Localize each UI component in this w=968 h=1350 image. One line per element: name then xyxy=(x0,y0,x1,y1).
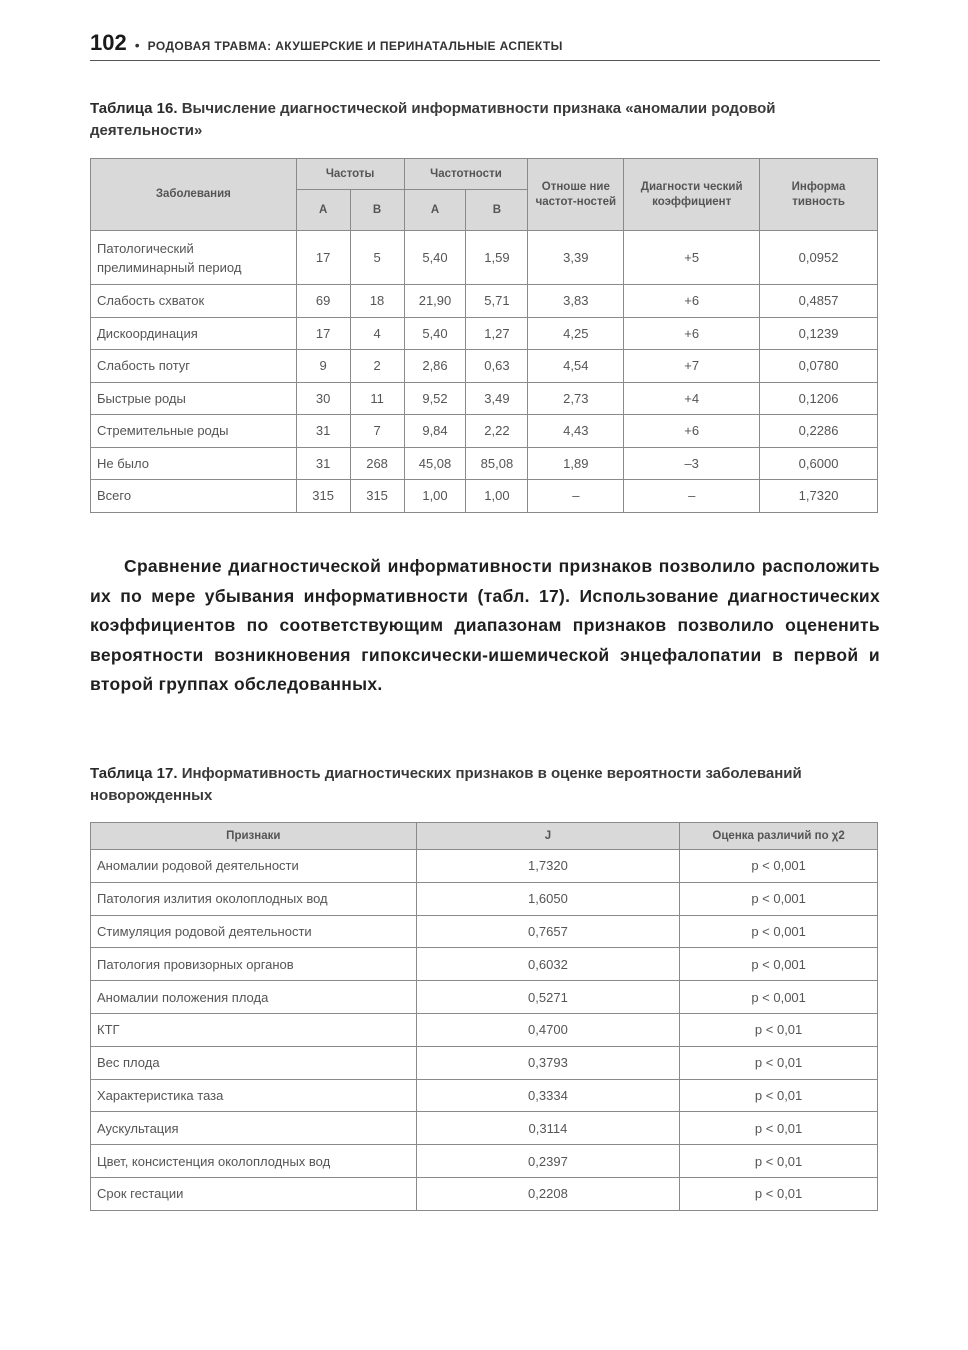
table16-header-freq-b: B xyxy=(350,190,404,231)
table16-cell-pb: 3,49 xyxy=(466,382,528,415)
table-row xyxy=(91,948,878,981)
table16-cell-fa: 31 xyxy=(296,447,350,480)
table16-cell-fb: 2 xyxy=(350,350,404,383)
table16-header-info: Информа тивность xyxy=(760,159,878,231)
table16-header-ratio: Отноше ние частот-ностей xyxy=(528,159,624,231)
table17-cell-j: 0,3793 xyxy=(416,1046,680,1079)
table16-cell-name: Не было xyxy=(91,447,297,480)
table17-caption xyxy=(90,763,880,807)
table-row xyxy=(91,317,878,350)
table16-cell-info: 0,2286 xyxy=(760,415,878,448)
table17-cell-j: 0,3334 xyxy=(416,1079,680,1112)
table16-cell-dc: +4 xyxy=(624,382,760,415)
table17-cell-j: 1,6050 xyxy=(416,882,680,915)
table17-cell-sign: КТГ xyxy=(91,1013,417,1046)
table17-cell-j: 0,4700 xyxy=(416,1013,680,1046)
table-row xyxy=(91,285,878,318)
table16-cell-pb: 5,71 xyxy=(466,285,528,318)
table16-cell-dc: +6 xyxy=(624,415,760,448)
table16-cell-info: 1,7320 xyxy=(760,480,878,513)
table16-cell-pb: 0,63 xyxy=(466,350,528,383)
table16-cell-pb: 2,22 xyxy=(466,415,528,448)
table17-cell-chi: p < 0,01 xyxy=(680,1112,878,1145)
table17-cell-j: 0,5271 xyxy=(416,981,680,1014)
table-row xyxy=(91,1145,878,1178)
table-row xyxy=(91,850,878,883)
table16-cell-pb: 85,08 xyxy=(466,447,528,480)
table16-header-diag-coef: Диагности ческий коэффициент xyxy=(624,159,760,231)
table17-cell-sign: Цвет, консистенция околоплодных вод xyxy=(91,1145,417,1178)
table16-cell-pb: 1,27 xyxy=(466,317,528,350)
table-row xyxy=(91,1177,878,1210)
table16-header-freq: Частоты xyxy=(296,159,404,190)
table16-cell-dc: +5 xyxy=(624,231,760,285)
table16-header-disease: Заболевания xyxy=(91,159,297,231)
table-row xyxy=(91,382,878,415)
table-row xyxy=(91,1013,878,1046)
table17-header-j: J xyxy=(416,823,680,850)
table17-cell-sign: Патология излития околоплодных вод xyxy=(91,882,417,915)
table-row xyxy=(91,480,878,513)
table-row xyxy=(91,231,878,285)
table17-cell-j: 0,2208 xyxy=(416,1177,680,1210)
table16-cell-info: 0,1206 xyxy=(760,382,878,415)
body-paragraph-text: Сравнение диагностической информативности признаков позволило расположить их по мере убывания информативности (табл. 17). Использование диагностических коэффициентов по соответствующим диапазонам признаков позволило оцененить вероятности возникновения гипоксически-ишемической энцефалопатии в первой и второй группах обследованных. xyxy=(90,556,880,695)
table16-cell-fb: 4 xyxy=(350,317,404,350)
table16-cell-fb: 18 xyxy=(350,285,404,318)
table16-cell-info: 0,4857 xyxy=(760,285,878,318)
table16-cell-fb: 5 xyxy=(350,231,404,285)
table16-cell-name: Слабость потуг xyxy=(91,350,297,383)
table16-cell-ratio: 4,43 xyxy=(528,415,624,448)
table16-cell-fa: 30 xyxy=(296,382,350,415)
table16-cell-ratio: 3,39 xyxy=(528,231,624,285)
table-row xyxy=(91,1046,878,1079)
table16-cell-name: Дискоординация xyxy=(91,317,297,350)
table17-cell-chi: p < 0,01 xyxy=(680,1013,878,1046)
table16-cell-pa: 21,90 xyxy=(404,285,466,318)
table17-cell-chi: p < 0,01 xyxy=(680,1145,878,1178)
table17-cell-j: 0,3114 xyxy=(416,1112,680,1145)
table16-cell-pa: 9,84 xyxy=(404,415,466,448)
table17-cell-sign: Стимуляция родовой деятельности xyxy=(91,915,417,948)
table16-cell-dc: +6 xyxy=(624,285,760,318)
table16-cell-info: 0,1239 xyxy=(760,317,878,350)
table17-cell-sign: Патология провизорных органов xyxy=(91,948,417,981)
running-title: РОДОВАЯ ТРАВМА: АКУШЕРСКИЕ И ПЕРИНАТАЛЬНЫЕ АСПЕКТЫ xyxy=(147,39,563,53)
table16-cell-fb: 7 xyxy=(350,415,404,448)
table16-cell-pa: 5,40 xyxy=(404,231,466,285)
table17-cell-j: 0,2397 xyxy=(416,1145,680,1178)
table-row xyxy=(91,882,878,915)
table16-cell-name: Быстрые роды xyxy=(91,382,297,415)
table17-cell-chi: p < 0,001 xyxy=(680,915,878,948)
table17-label: Таблица 17. xyxy=(90,765,178,782)
table17-cell-j: 0,6032 xyxy=(416,948,680,981)
page-header xyxy=(90,30,880,61)
table-row xyxy=(91,1079,878,1112)
table16-cell-info: 0,0780 xyxy=(760,350,878,383)
table-row xyxy=(91,981,878,1014)
table16-cell-name: Слабость схваток xyxy=(91,285,297,318)
table-row xyxy=(91,1112,878,1145)
table17-cell-chi: p < 0,01 xyxy=(680,1177,878,1210)
table16-cell-pa: 2,86 xyxy=(404,350,466,383)
table17 xyxy=(90,822,878,1211)
table17-cell-chi: p < 0,001 xyxy=(680,882,878,915)
table-row xyxy=(91,350,878,383)
table16-cell-pa: 9,52 xyxy=(404,382,466,415)
table16-cell-ratio: 3,83 xyxy=(528,285,624,318)
table16-cell-dc: –3 xyxy=(624,447,760,480)
table16-label: Таблица 16. xyxy=(90,100,178,117)
table16-cell-fb: 11 xyxy=(350,382,404,415)
table16-cell-pa: 5,40 xyxy=(404,317,466,350)
table16-cell-info: 0,0952 xyxy=(760,231,878,285)
table16-cell-fa: 9 xyxy=(296,350,350,383)
table16-cell-pa: 1,00 xyxy=(404,480,466,513)
table16-title: Вычисление диагностической информативности признака «аномалии родовой деятельности» xyxy=(90,100,776,139)
table17-cell-sign: Характеристика таза xyxy=(91,1079,417,1112)
table16-cell-ratio: 4,54 xyxy=(528,350,624,383)
table16-cell-dc: +6 xyxy=(624,317,760,350)
table17-cell-sign: Вес плода xyxy=(91,1046,417,1079)
table-row xyxy=(91,415,878,448)
table17-header-sign: Признаки xyxy=(91,823,417,850)
table17-header-chi: Оценка различий по χ2 xyxy=(680,823,878,850)
table17-cell-sign: Аномалии родовой деятельности xyxy=(91,850,417,883)
table17-cell-j: 0,7657 xyxy=(416,915,680,948)
table17-cell-j: 1,7320 xyxy=(416,850,680,883)
table17-cell-chi: p < 0,001 xyxy=(680,981,878,1014)
table16-cell-name: Патологический прелиминарный период xyxy=(91,231,297,285)
table17-cell-chi: p < 0,01 xyxy=(680,1079,878,1112)
table16-cell-ratio: 1,89 xyxy=(528,447,624,480)
table16-cell-info: 0,6000 xyxy=(760,447,878,480)
body-paragraph xyxy=(90,552,880,700)
table16-cell-name: Всего xyxy=(91,480,297,513)
table16-cell-fa: 31 xyxy=(296,415,350,448)
table16-cell-ratio: 4,25 xyxy=(528,317,624,350)
table16-cell-dc: +7 xyxy=(624,350,760,383)
table16-cell-fb: 268 xyxy=(350,447,404,480)
table16 xyxy=(90,158,878,513)
table16-cell-pa: 45,08 xyxy=(404,447,466,480)
table16-caption xyxy=(90,98,880,142)
table-row xyxy=(91,447,878,480)
table17-cell-sign: Аускультация xyxy=(91,1112,417,1145)
table-row xyxy=(91,915,878,948)
table16-cell-name: Стремительные роды xyxy=(91,415,297,448)
table16-cell-fb: 315 xyxy=(350,480,404,513)
table16-cell-pb: 1,59 xyxy=(466,231,528,285)
header-bullet: • xyxy=(134,37,140,53)
table16-cell-pb: 1,00 xyxy=(466,480,528,513)
table17-cell-sign: Срок гестации xyxy=(91,1177,417,1210)
table17-cell-chi: p < 0,001 xyxy=(680,948,878,981)
table17-title: Информативность диагностических признаков в оценке вероятности заболеваний новорожденных xyxy=(90,765,802,804)
table16-header-rel-a: A xyxy=(404,190,466,231)
table16-header-rel-freq: Частотности xyxy=(404,159,528,190)
table16-header-freq-a: A xyxy=(296,190,350,231)
table16-cell-ratio: 2,73 xyxy=(528,382,624,415)
table16-cell-fa: 315 xyxy=(296,480,350,513)
table16-cell-ratio: – xyxy=(528,480,624,513)
table16-header-rel-b: B xyxy=(466,190,528,231)
table17-cell-chi: p < 0,001 xyxy=(680,850,878,883)
table16-cell-fa: 17 xyxy=(296,317,350,350)
table16-cell-dc: – xyxy=(624,480,760,513)
table17-cell-chi: p < 0,01 xyxy=(680,1046,878,1079)
table16-cell-fa: 17 xyxy=(296,231,350,285)
table17-cell-sign: Аномалии положения плода xyxy=(91,981,417,1014)
page-number: 102 xyxy=(90,30,127,55)
table16-cell-fa: 69 xyxy=(296,285,350,318)
